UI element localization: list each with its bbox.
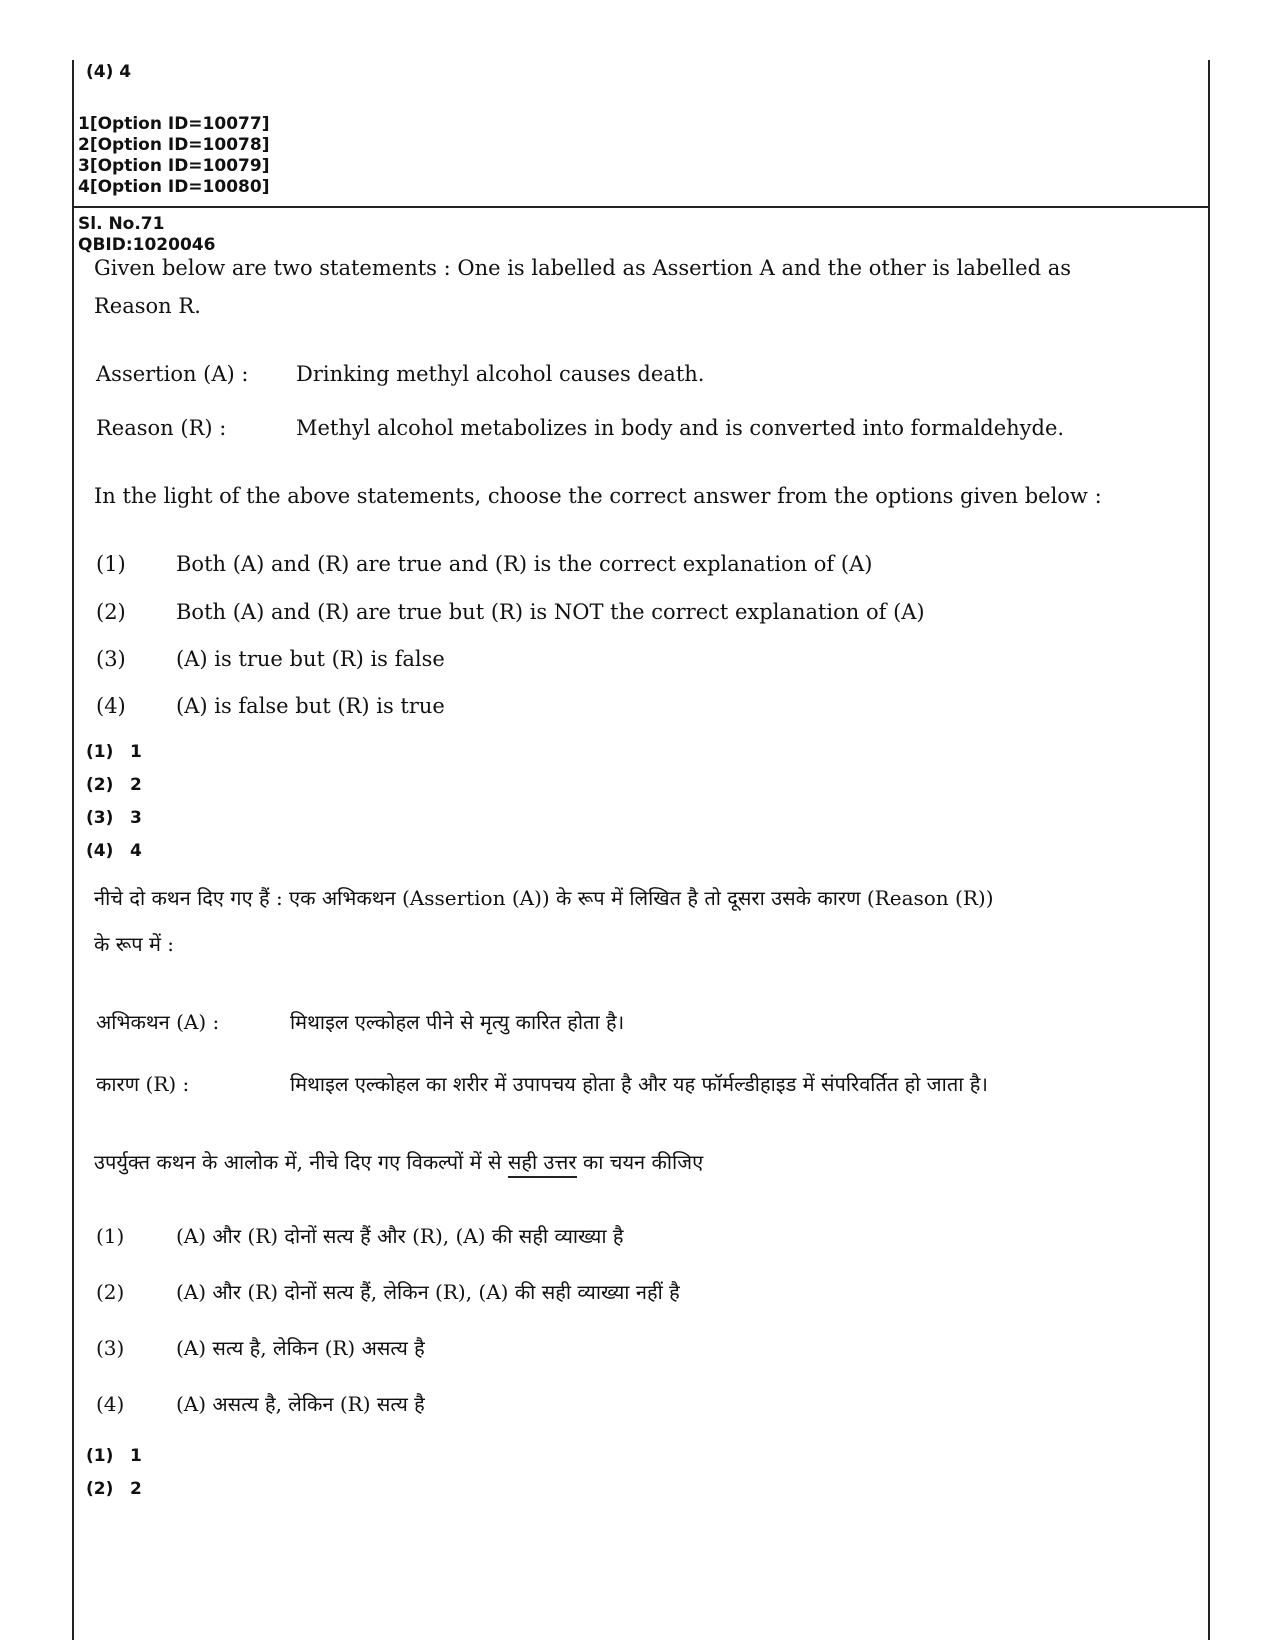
answer-value: 2 [130,775,142,795]
option-number: (4) [96,694,126,718]
answer-value: 3 [130,808,142,828]
answer-choice[interactable] [86,742,142,763]
option-hi [96,1334,425,1361]
answer-choice[interactable] [86,775,142,796]
option-hi [96,1222,624,1249]
prompt-en: In the light of the above statements, choose the correct answer from the options given below : [94,484,1102,508]
option-id: 1[Option ID=10077] [78,114,270,134]
answer-number: (1) [86,742,114,762]
option-text: Both (A) and (R) are true but (R) is NOT the correct explanation of (A) [176,600,925,624]
option-text: (A) is false but (R) is true [176,694,445,718]
answer-number: (2) [86,1479,114,1499]
reason-label: Reason (R) : [96,416,227,440]
answer-number: (1) [86,1446,114,1466]
answer-number: (4) [86,841,114,861]
option-number: (1) [96,1224,125,1248]
option-en [96,600,925,624]
reason-text: Methyl alcohol metabolizes in body and is converted into formaldehyde. [296,416,1065,440]
option-en [96,552,872,576]
reason-label: कारण (R) : [96,1072,190,1096]
reason-text: मिथाइल एल्कोहल का शरीर में उपापचय होता है और यह फॉर्मल्डीहाइड में संपरिवर्तित हो जाता है। [290,1072,988,1096]
option-text: (A) सत्य है, लेकिन (R) असत्य है [176,1336,425,1360]
prompt-hi-part: का चयन कीजिए [576,1150,704,1174]
reason-hi [96,1070,988,1097]
option-id-list [78,114,269,198]
intro-en-line-2: Reason R. [94,294,201,318]
prompt-hi [94,1148,703,1175]
option-en [96,694,445,718]
answer-choice[interactable] [86,808,142,829]
answer-choice[interactable] [86,1479,142,1500]
reason-en [96,416,1064,440]
option-number: (2) [96,1280,125,1304]
previous-last-option: (4) 4 [86,62,132,82]
option-number: (4) [96,1392,125,1416]
assertion-hi [96,1008,624,1035]
option-text: (A) असत्य है, लेकिन (R) सत्य है [176,1392,425,1416]
answer-value: 4 [130,841,142,861]
option-number: (1) [96,552,126,576]
answer-number: (2) [86,775,114,795]
option-text: (A) और (R) दोनों सत्य हैं और (R), (A) की सही व्याख्या है [176,1224,624,1248]
assertion-label: अभिकथन (A) : [96,1010,220,1034]
option-id: 4[Option ID=10080] [78,177,270,197]
option-text: Both (A) and (R) are true and (R) is the correct explanation of (A) [176,552,873,576]
serial-number: Sl. No.71 [78,214,165,234]
assertion-en [96,362,704,386]
intro-hi-line-1: नीचे दो कथन दिए गए हैं : एक अभिकथन (Assertion (A)) के रूप में लिखित है तो दूसरा उसके कारण (Reason (R)) [94,886,994,910]
option-hi [96,1278,680,1305]
answer-choice[interactable] [86,1446,142,1467]
qbid: QBID:1020046 [78,235,216,255]
prompt-hi-part: उपर्युक्त कथन के आलोक में, नीचे दिए गए विकल्पों में से [94,1150,508,1174]
assertion-text: मिथाइल एल्कोहल पीने से मृत्यु कारित होता है। [290,1010,625,1034]
assertion-text: Drinking methyl alcohol causes death. [296,362,705,386]
option-id: 3[Option ID=10079] [78,156,270,176]
answer-value: 2 [130,1479,142,1499]
option-hi [96,1390,425,1417]
intro-en-line-1: Given below are two statements : One is labelled as Assertion A and the other is labelled as [94,256,1071,280]
answer-value: 1 [130,742,142,762]
answer-value: 1 [130,1446,142,1466]
question-divider [72,206,1210,208]
option-text: (A) और (R) दोनों सत्य हैं, लेकिन (R), (A) की सही व्याख्या नहीं है [176,1280,680,1304]
answer-number: (3) [86,808,114,828]
answer-choice[interactable] [86,841,142,862]
assertion-label: Assertion (A) : [96,362,249,386]
option-id: 2[Option ID=10078] [78,135,270,155]
intro-hi-line-2: के रूप में : [94,932,175,956]
question-header [78,214,215,256]
prompt-hi-emphasis: सही उत्तर [508,1150,577,1178]
option-en [96,647,445,671]
option-number: (3) [96,1336,125,1360]
option-number: (3) [96,647,126,671]
option-text: (A) is true but (R) is false [176,647,445,671]
option-number: (2) [96,600,126,624]
